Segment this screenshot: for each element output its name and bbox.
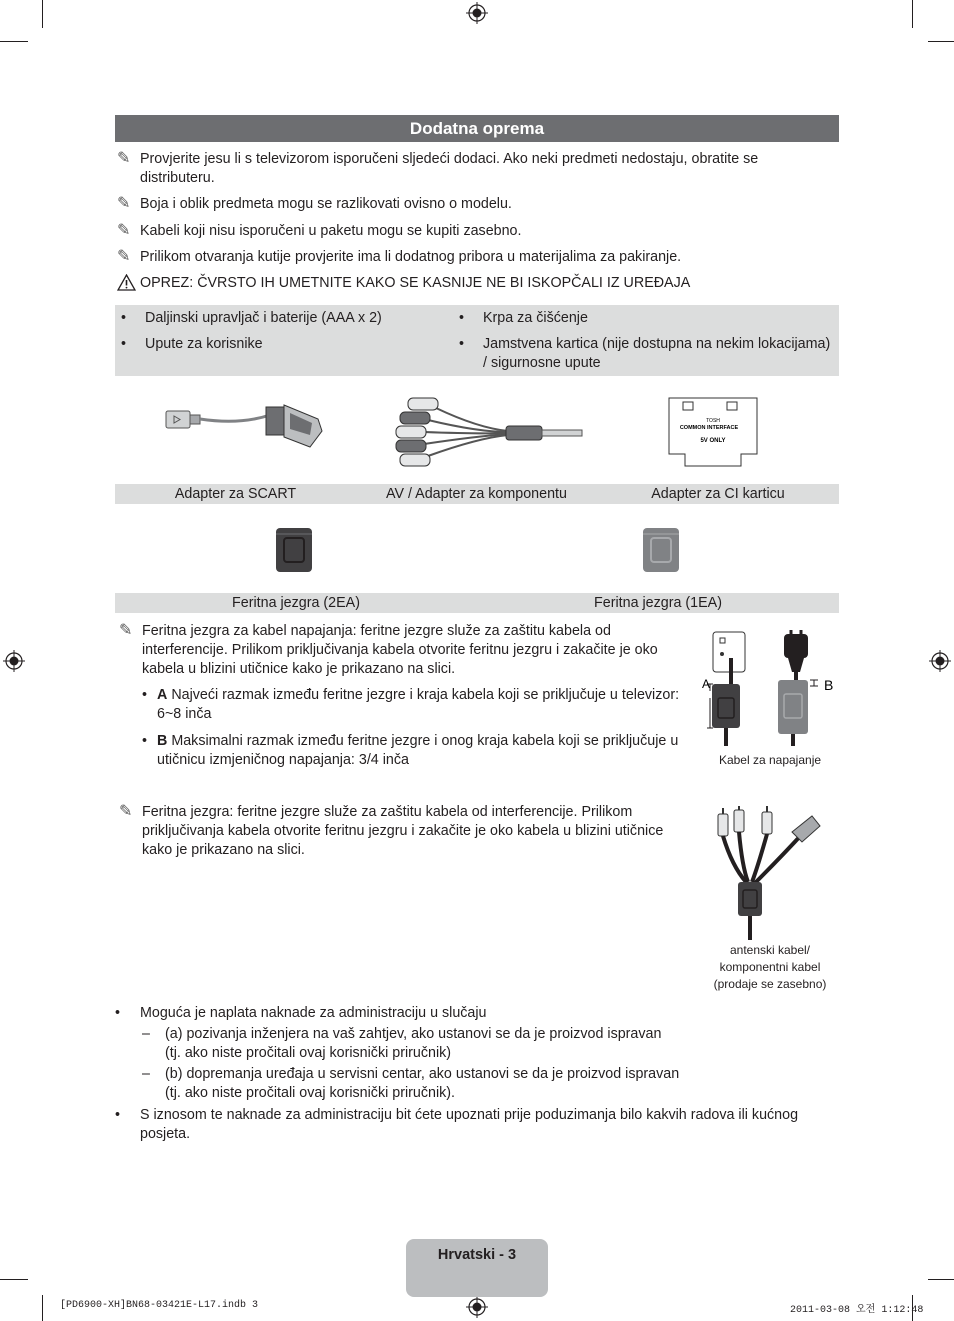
crop-mark <box>0 1279 28 1280</box>
list-item-text: Jamstvena kartica (nije dostupna na nekim lokacijama) / sigurnosne upute <box>483 336 831 371</box>
adapter-caption: Adapter za SCART <box>174 486 297 502</box>
scart-adapter-image <box>160 395 330 455</box>
note-pencil-icon: ✎ <box>117 195 131 212</box>
ferrite-core-dark-image <box>274 526 314 574</box>
ferrite-core-light-image <box>641 526 681 574</box>
note-text: Boja i oblik predmeta mogu se razlikovati ovisno o modelu. <box>140 196 512 212</box>
dimension-label-b: B <box>824 677 834 693</box>
list-item-text: S iznosom te naknade za administraciju bit ćete upoznati prije poduzimanja bilo kakvih radova ili kućnog posjeta. <box>140 1107 799 1142</box>
note-pencil-icon: ✎ <box>119 622 133 639</box>
sub-list-text: (tj. ako niste pročitali ovaj korisnički priručnik). <box>165 1085 456 1101</box>
caution-text: OPREZ: ČVRSTO IH UMETNITE KAKO SE KASNIJE NE BI ISKOPČALI IZ UREĐAJA <box>140 275 691 291</box>
ci-card-voltage: 5V ONLY <box>700 438 726 444</box>
list-item: • A Najveći razmak između feritne jezgre i kraja kabela koji se priključuje u televizor: 6~8 inča <box>142 687 680 722</box>
registration-mark-icon <box>929 650 951 672</box>
caption-line: (prodaje se zasebno) <box>713 977 827 991</box>
note-text: Provjerite jesu li s televizorom isporučeni sljedeći dodaci. Ako neki predmeti nedostaju, obratite se distributeru. <box>140 151 759 186</box>
list-item-text: Najveći razmak između feritne jezgre i kraja kabela koji se priključuje u televizor: 6~8 inča <box>157 687 680 722</box>
adapter-caption: Adapter za CI karticu <box>651 486 785 502</box>
sub-list-text: (tj. ako niste pročitali ovaj korisnički priručnik) <box>165 1045 452 1061</box>
list-item-text: Upute za korisnike <box>145 336 263 352</box>
page-label: Hrvatski - 3 <box>437 1247 517 1263</box>
list-item: • B Maksimalni razmak između feritne jezgre i onog kraja kabela koji se priključuje u utičnicu izmjeničnog napajanja: 3/4 inča <box>142 733 679 768</box>
crop-mark <box>0 41 28 42</box>
registration-mark-icon <box>466 1296 488 1318</box>
ferrite-caption: Feritna jezgra (1EA) <box>594 595 722 611</box>
note-item <box>117 195 817 214</box>
antenna-cable-ferrite-image <box>712 806 828 942</box>
sub-list-item: – (a) pozivanja inženjera na vaš zahtjev, ako ustanovi se da je proizvod ispravan (tj. ako niste pročitali ovaj korisnički priručnik) <box>142 1025 832 1063</box>
list-item: • Krpa za čišćenje <box>459 309 837 328</box>
antenna-cable-caption <box>696 942 844 993</box>
note-item <box>117 150 817 188</box>
label-a: A <box>157 687 168 703</box>
registration-mark-icon <box>466 2 488 24</box>
list-item: • Daljinski upravljač i baterije (AAA x 2) <box>121 309 441 328</box>
list-item: • S iznosom te naknade za administraciju bit ćete upoznati prije poduzimanja bilo kakvih radova ili kućnog posjeta. <box>115 1106 815 1144</box>
ci-card-interface: COMMON INTERFACE <box>679 425 739 431</box>
note-pencil-icon: ✎ <box>117 248 131 265</box>
caption-line: antenski kabel/ <box>729 943 811 957</box>
timestamp: 2011-03-08 오전 1:12:48 <box>790 1305 924 1316</box>
note-pencil-icon: ✎ <box>117 150 131 167</box>
ci-card-adapter-image <box>663 392 763 472</box>
ci-card-brand: TOSH <box>706 418 720 424</box>
crop-mark <box>42 0 43 28</box>
sub-list-text: (a) pozivanja inženjera na vaš zahtjev, ako ustanovi se da je proizvod ispravan <box>165 1026 662 1042</box>
note-item <box>119 803 679 860</box>
power-cable-caption: Kabel za napajanje <box>718 753 822 767</box>
crop-mark <box>928 41 954 42</box>
crop-mark <box>928 1279 954 1280</box>
dimension-label-a: A <box>702 677 711 691</box>
list-item-text: Maksimalni razmak između feritne jezgre i onog kraja kabela koji se priključuje u utičnicu izmjeničnog napajanja: 3/4 inča <box>157 733 679 768</box>
section-title: Dodatna oprema <box>115 115 839 142</box>
power-cable-ferrite-image <box>698 628 842 748</box>
list-item-text: Daljinski upravljač i baterije (AAA x 2) <box>145 310 382 326</box>
note-text: Feritna jezgra: feritne jezgre služe za zaštitu kabela od interferencije. Prilikom priključivanja kabela otvorite feritnu jezgru i zakačite je oko kabela u blizini utičnice kako je prikazano na slici. <box>142 804 664 858</box>
caution-line <box>117 274 837 293</box>
list-item: • Moguća je naplata naknade za administraciju u slučaju <box>115 1004 835 1023</box>
list-item-text: Krpa za čišćenje <box>483 310 588 326</box>
list-item-text: Moguća je naplata naknade za administraciju u slučaju <box>140 1005 487 1021</box>
registration-mark-icon <box>3 650 25 672</box>
list-item: • Upute za korisnike <box>121 335 441 354</box>
note-pencil-icon: ✎ <box>117 222 131 239</box>
caption-line: komponentni kabel <box>719 960 821 974</box>
page-number-tab <box>406 1239 548 1297</box>
warning-triangle-icon <box>117 274 136 291</box>
note-pencil-icon: ✎ <box>119 803 133 820</box>
list-item: • Jamstvena kartica (nije dostupna na nekim lokacijama) / sigurnosne upute <box>459 335 837 373</box>
note-text: Feritna jezgra za kabel napajanja: feritne jezgre služe za zaštitu kabela od interferencije. Prilikom priključivanja kabela otvorite feritnu jezgru i zakačite je oko kabela u blizini utičnice kako je prikazano na slici. <box>142 623 658 677</box>
crop-mark <box>42 1295 43 1321</box>
crop-mark <box>912 0 913 28</box>
ferrite-caption: Feritna jezgra (2EA) <box>232 595 360 611</box>
adapter-caption: AV / Adapter za komponentu <box>386 486 567 502</box>
note-item <box>117 222 817 241</box>
label-b: B <box>157 733 168 749</box>
note-item <box>117 248 817 267</box>
sub-list-item: – (b) dopremanja uređaja u servisni centar, ako ustanovi se da je proizvod ispravan (tj. ako niste pročitali ovaj korisnički priručnik). <box>142 1065 832 1103</box>
note-text: Prilikom otvaranja kutije provjerite ima li dodatnog pribora u materijalima za pakiranje. <box>140 249 682 265</box>
note-item <box>119 622 679 679</box>
av-component-adapter-image <box>388 388 588 472</box>
note-text: Kabeli koji nisu isporučeni u paketu mogu se kupiti zasebno. <box>140 223 522 239</box>
sub-list-text: (b) dopremanja uređaja u servisni centar, ako ustanovi se da je proizvod ispravan <box>165 1066 680 1082</box>
file-info: [PD6900-XH]BN68-03421E-L17.indb 3 <box>60 1300 259 1311</box>
